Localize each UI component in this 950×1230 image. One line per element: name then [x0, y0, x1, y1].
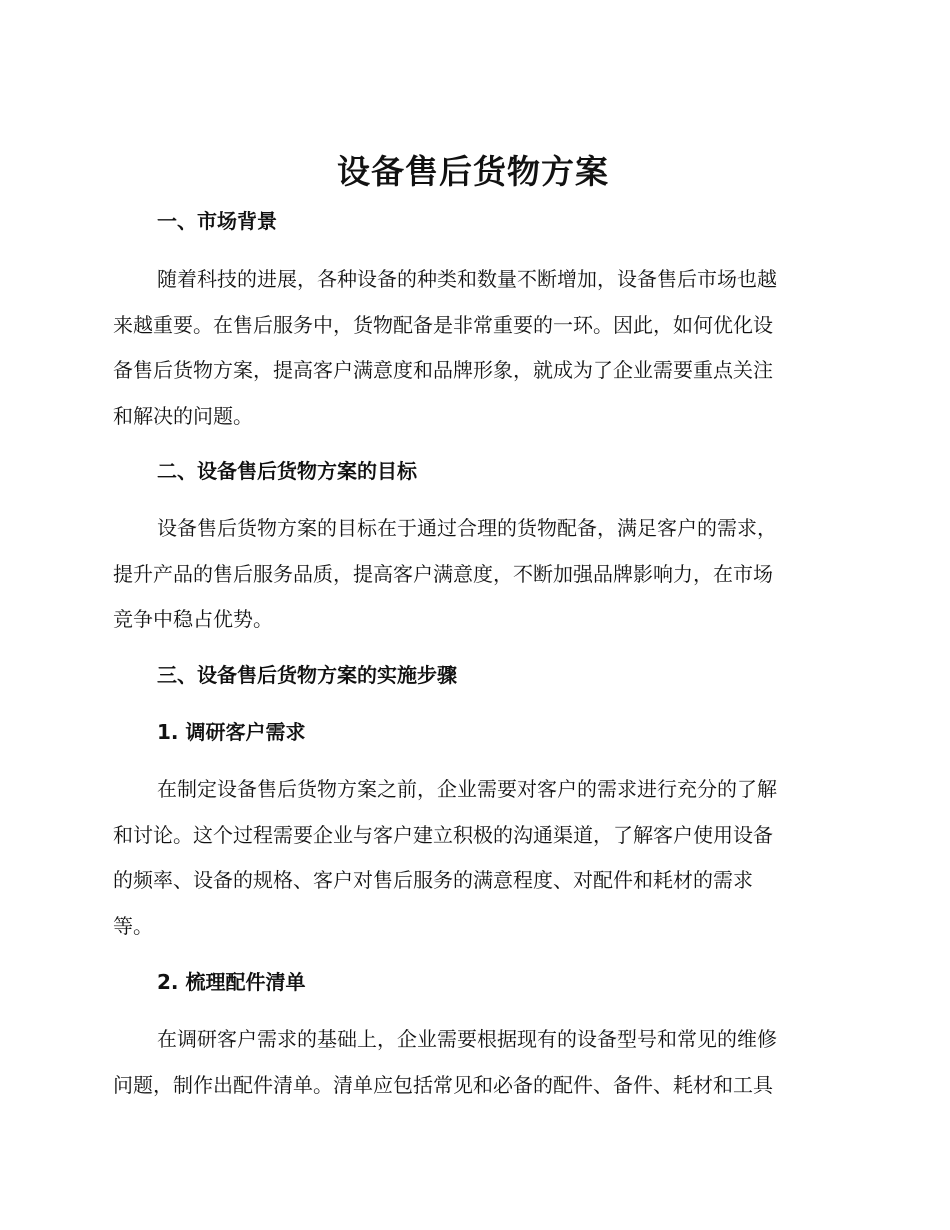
section-heading-goal: 二、设备售后货物方案的目标: [157, 459, 417, 483]
step-heading-parts-list: 2. 梳理配件清单: [157, 970, 306, 994]
paragraph-line: 和讨论。这个过程需要企业与客户建立积极的沟通渠道，了解客户使用设备: [113, 822, 773, 847]
step-paragraph-research-needs: [113, 767, 833, 949]
paragraph-line: 竞争中稳占优势。: [113, 607, 273, 631]
paragraph-line: 在调研客户需求的基础上，企业需要根据现有的设备型号和常见的维修: [157, 1027, 777, 1051]
paragraph-line: 和解决的问题。: [113, 403, 253, 428]
paragraph-line: 的频率、设备的规格、客户对售后服务的满意程度、对配件和耗材的需求: [113, 868, 753, 892]
paragraph-line: 在制定设备售后货物方案之前，企业需要对客户的需求进行充分的了解: [157, 777, 777, 801]
paragraph-line: 来越重要。在售后服务中，货物配备是非常重要的一环。因此，如何优化设: [113, 312, 773, 337]
step-paragraph-parts-list: [113, 1017, 833, 1108]
paragraph-line: 等。: [113, 913, 153, 938]
section-heading-implementation-steps: 三、设备售后货物方案的实施步骤: [157, 663, 457, 687]
paragraph-line: 备售后货物方案，提高客户满意度和品牌形象，就成为了企业需要重点关注: [113, 358, 773, 382]
document-title: 设备售后货物方案: [337, 152, 609, 191]
paragraph-line: 问题，制作出配件清单。清单应包括常见和必备的配件、备件、耗材和工具: [113, 1072, 773, 1097]
paragraph-line: 提升产品的售后服务品质，提高客户满意度，不断加强品牌影响力，在市场: [113, 561, 773, 586]
section-paragraph-goal: [113, 506, 833, 643]
paragraph-line: 设备售后货物方案的目标在于通过合理的货物配备，满足客户的需求，: [157, 516, 777, 540]
paragraph-line: 随着科技的进展，各种设备的种类和数量不断增加，设备售后市场也越: [157, 267, 777, 291]
step-heading-research-needs: 1. 调研客户需求: [157, 720, 306, 744]
section-heading-market-background: 一、市场背景: [157, 209, 277, 233]
section-paragraph-market-background: [113, 257, 833, 439]
